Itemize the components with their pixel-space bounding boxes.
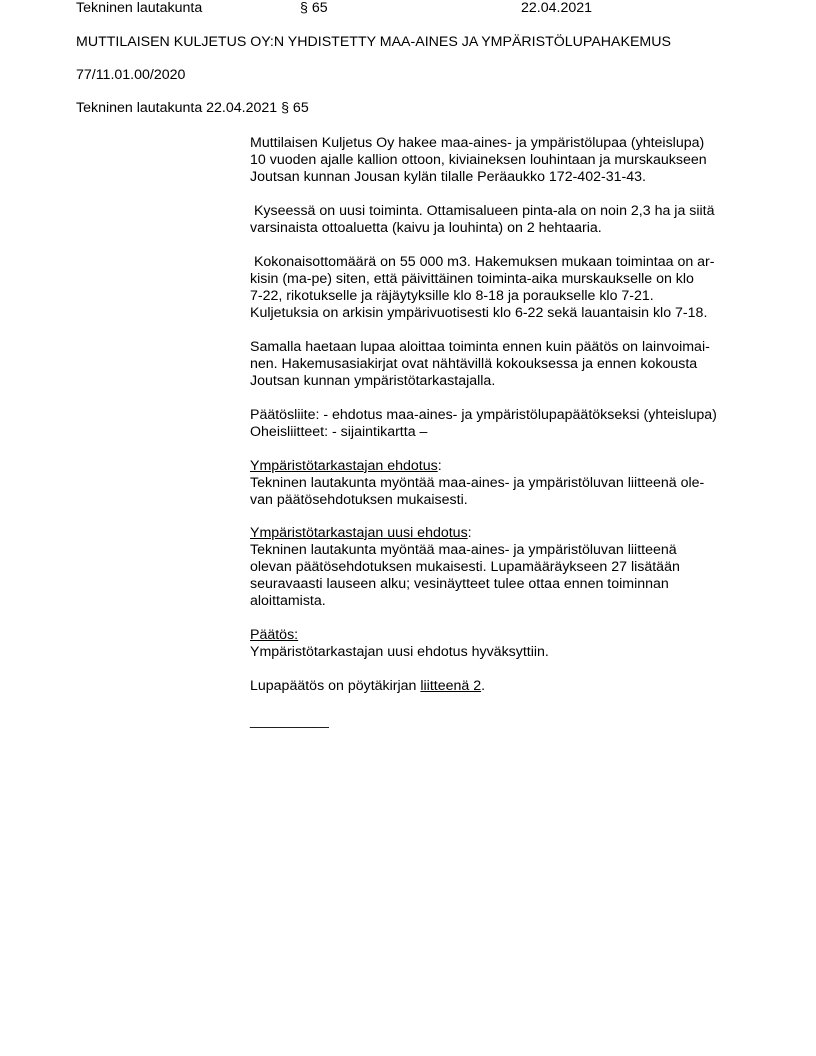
new-proposal-heading-text: Ympäristötarkastajan uusi ehdotus <box>250 525 468 541</box>
text-line: olevan päätösehdotuksen mukaisesti. Lupamääräykseen 27 lisätään <box>250 559 680 575</box>
text-line: 7-22, rikotukselle ja räjäytyksille klo 8-18 ja poraukselle klo 7-21. <box>250 288 654 304</box>
section-new-proposal <box>250 525 750 610</box>
attachment-line <box>250 678 750 695</box>
attachment-reference <box>250 678 750 695</box>
text-line: Muttilaisen Kuljetus Oy hakee maa-aines- ja ympäristölupaa (yhteislupa) <box>250 135 705 151</box>
paragraph-area <box>250 203 750 237</box>
proposal-heading-text: Ympäristötarkastajan ehdotus <box>250 458 438 474</box>
proposal-heading-colon: : <box>437 458 442 474</box>
text-line: Kyseessä on uusi toiminta. Ottamisalueen pinta-ala on noin 2,3 ha ja siitä <box>250 203 715 219</box>
text-line: Kokonaisottomäärä on 55 000 m3. Hakemuksen mukaan toimintaa on ar- <box>250 254 715 270</box>
text-line: kisin (ma-pe) siten, että päivittäinen toiminta-aika murskaukselle on klo <box>250 271 694 287</box>
text-line: Joutsan kunnan ympäristötarkastajalla. <box>250 373 496 389</box>
new-proposal-heading <box>250 525 750 542</box>
text-line: Oheisliitteet: - sijaintikartta – <box>250 424 428 440</box>
decision-heading: Päätös: <box>250 627 299 643</box>
record-number: 77/11.01.00/2020 <box>76 67 186 83</box>
text-line: Samalla haetaan lupaa aloittaa toiminta ennen kuin päätös on lainvoimai- <box>250 339 710 355</box>
paragraph-attachments <box>250 407 750 441</box>
text-line: Kuljetuksia on arkisin ympärivuotisesti klo 6-22 sekä lauantaisin klo 7-18. <box>250 305 708 321</box>
decision-text: Ympäristötarkastajan uusi ehdotus hyväksyttiin. <box>250 644 549 660</box>
header-committee: Tekninen lautakunta <box>76 0 203 16</box>
document-title: MUTTILAISEN KULJETUS OY:N YHDISTETTY MAA-AINES JA YMPÄRISTÖLUPAHAKEMUS <box>76 34 671 50</box>
text-line: 10 vuoden ajalle kallion ottoon, kiviaineksen louhintaan ja murskaukseen <box>250 152 707 168</box>
meeting-reference: Tekninen lautakunta 22.04.2021 § 65 <box>76 100 309 116</box>
paragraph-quantity-hours <box>250 254 750 322</box>
attachment-link[interactable]: liitteenä 2 <box>420 678 482 694</box>
new-proposal-heading-colon: : <box>467 525 472 541</box>
attachment-suffix: . <box>481 678 486 694</box>
text-line: Tekninen lautakunta myöntää maa-aines- ja ympäristöluvan liitteenä ole- <box>250 475 705 491</box>
text-line: aloittamista. <box>250 593 326 609</box>
text-line: Tekninen lautakunta myöntää maa-aines- ja ympäristöluvan liitteenä <box>250 542 677 558</box>
text-line: nen. Hakemusasiakirjat ovat nähtävillä kokouksessa ja ennen kokousta <box>250 356 698 372</box>
text-line: van päätösehdotuksen mukaisesti. <box>250 492 468 508</box>
text-line: Päätösliite: - ehdotus maa-aines- ja ympäristölupapäätökseksi (yhteislupa) <box>250 407 717 423</box>
proposal-heading <box>250 458 750 475</box>
paragraph-application <box>250 135 750 186</box>
end-rule: __________ <box>250 713 329 729</box>
header-section: § 65 <box>300 0 328 16</box>
section-decision <box>250 627 750 661</box>
text-line: varsinaista ottoaluetta (kaivu ja louhinta) on 2 hehtaaria. <box>250 220 602 236</box>
text-line: seuravaasti lauseen alku; vesinäytteet tulee ottaa ennen toiminnan <box>250 576 669 592</box>
text-line: Joutsan kunnan Jousan kylän tilalle Peräaukko 172-402-31-43. <box>250 169 646 185</box>
attachment-prefix: Lupapäätös on pöytäkirjan <box>250 678 421 694</box>
paragraph-early-start <box>250 339 750 390</box>
section-proposal <box>250 458 750 509</box>
header-date: 22.04.2021 <box>521 0 593 16</box>
